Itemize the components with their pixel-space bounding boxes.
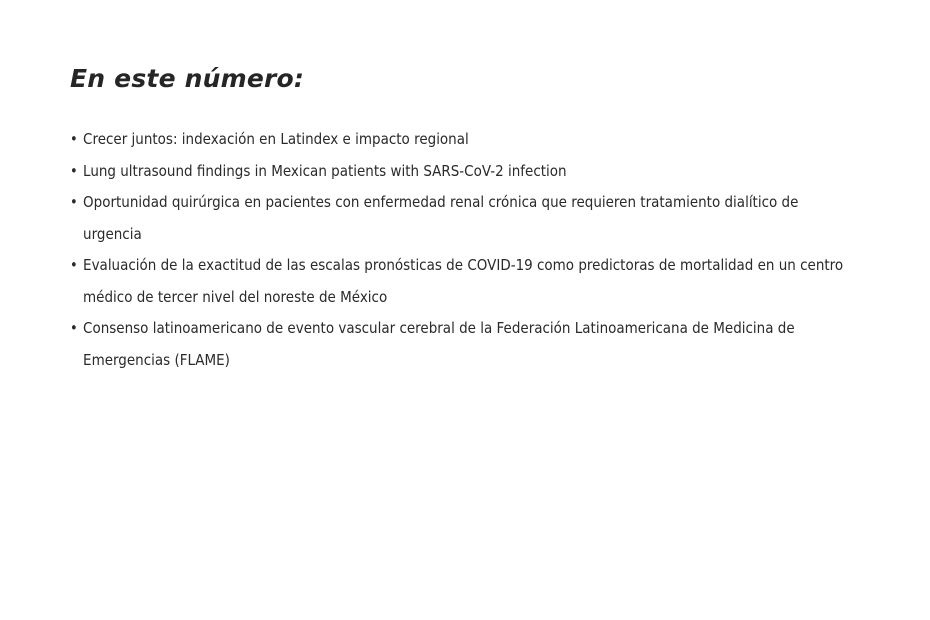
bullet-icon: •	[70, 256, 78, 274]
list-item	[70, 156, 849, 188]
list-item	[70, 313, 849, 376]
bullet-icon: •	[70, 193, 78, 211]
bullet-icon: •	[70, 319, 78, 337]
contents-list	[70, 124, 870, 376]
bullet-icon: •	[70, 130, 78, 148]
list-item-text: Oportunidad quirúrgica en pacientes con enfermedad renal crónica que requieren tratamiento dialítico de urgencia	[83, 193, 799, 243]
section-heading: En este número:	[70, 64, 305, 93]
list-item-text: Consenso latinoamericano de evento vascular cerebral de la Federación Latinoamericana de Medicina de Emergencias (FLAME)	[83, 319, 795, 369]
list-item	[70, 187, 849, 250]
list-item-text: Lung ultrasound findings in Mexican patients with SARS-CoV-2 infection	[83, 161, 567, 180]
list-item-text: Crecer juntos: indexación en Latindex e impacto regional	[83, 130, 469, 148]
list-item	[70, 124, 849, 156]
bullet-icon: •	[70, 161, 78, 180]
list-item	[70, 250, 849, 313]
list-item-text: Evaluación de la exactitud de las escalas pronósticas de COVID-19 como predictoras de mortalidad en un centro médico de tercer nivel del noreste de México	[83, 256, 844, 306]
